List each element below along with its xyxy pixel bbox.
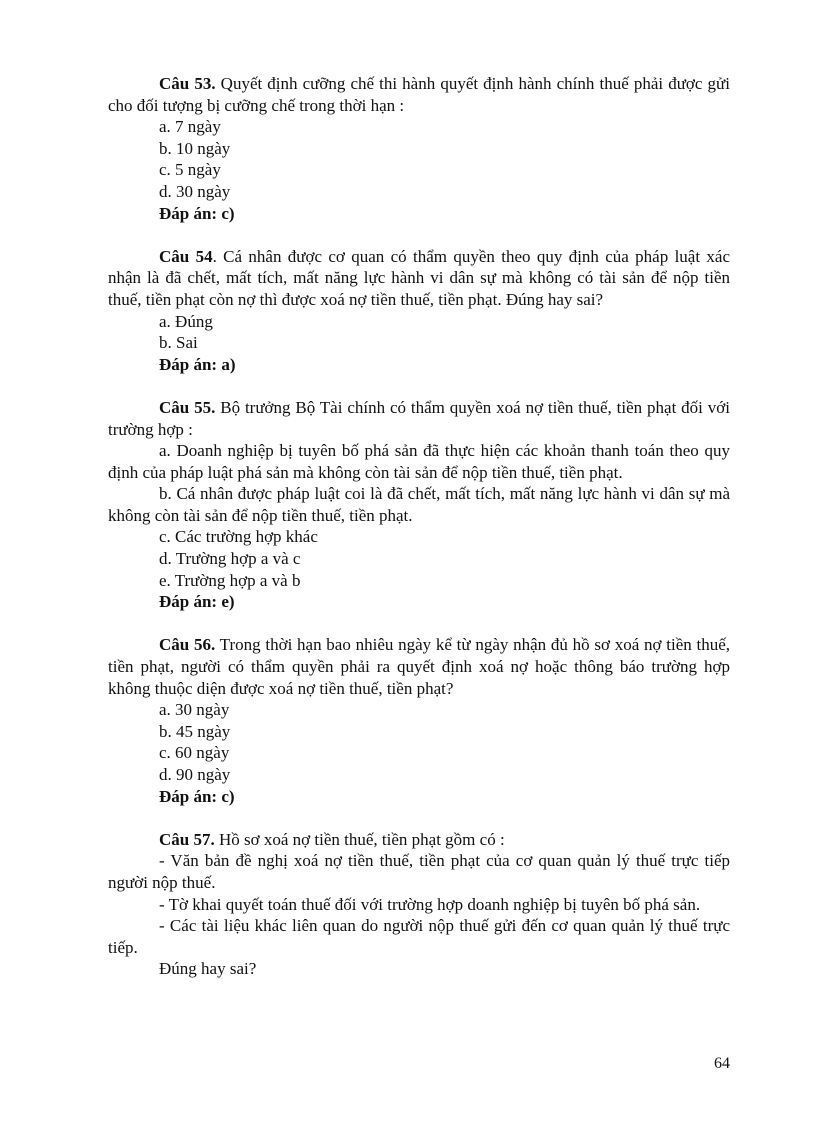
option: c. 5 ngày: [159, 160, 221, 180]
option: e. Trường hợp a và b: [159, 570, 301, 590]
question-56: [108, 634, 730, 807]
option: c. 60 ngày: [159, 743, 230, 763]
option: b. 10 ngày: [159, 138, 231, 158]
answer: Đáp án: a): [159, 354, 236, 374]
question-55: [108, 397, 730, 613]
option: d. Trường hợp a và c: [159, 549, 301, 569]
question-number: Câu 54: [159, 246, 213, 266]
option-paragraph: a. Doanh nghiệp bị tuyên bố phá sản đã thực hiện các khoản thanh toán theo quy định của pháp luật phá sản mà không còn tài sản để nộp tiền thuế, tiền phạt.: [108, 441, 730, 482]
option: c. Các trường hợp khác: [159, 527, 318, 547]
list-paragraph: - Các tài liệu khác liên quan do người nộp thuế gửi đến cơ quan quản lý thuế trực tiếp.: [108, 916, 730, 957]
option: d. 90 ngày: [159, 765, 231, 784]
document-page: [108, 73, 730, 1002]
question-text: [108, 634, 730, 699]
option: a. Đúng: [159, 311, 213, 331]
answer: Đáp án: c): [159, 786, 235, 806]
question-number: Câu 57.: [159, 829, 215, 849]
question-text: [108, 246, 730, 311]
question-number: Câu 55.: [159, 397, 216, 417]
option: b. 45 ngày: [159, 721, 231, 741]
option: a. 30 ngày: [159, 700, 230, 720]
question-text: [108, 73, 730, 116]
question-number: Câu 56.: [159, 635, 216, 655]
option: a. 7 ngày: [159, 117, 221, 137]
question-text: [108, 397, 730, 440]
option-paragraph: b. Cá nhân được pháp luật coi là đã chết, mất tích, mất năng lực hành vi dân sự mà không còn tài sản để nộp tiền thuế, tiền phạt.: [108, 484, 730, 525]
option: b. Sai: [159, 333, 198, 353]
answer: Đáp án: c): [159, 203, 235, 223]
question-body: Hồ sơ xoá nợ tiền thuế, tiền phạt gồm có :: [214, 829, 505, 849]
question-prompt: Đúng hay sai?: [159, 959, 257, 979]
option: d. 30 ngày: [159, 181, 231, 201]
question-54: [108, 246, 730, 376]
answer: Đáp án: e): [159, 592, 235, 612]
list-paragraph: - Văn bản đề nghị xoá nợ tiền thuế, tiền phạt của cơ quan quản lý thuế trực tiếp người nộp thuế.: [108, 851, 730, 892]
question-body: Trong thời hạn bao nhiêu ngày kể từ ngày nhận đủ hồ sơ xoá nợ tiền thuế, tiền phạt, người có thẩm quyền phải ra quyết định xoá nợ hoặc thông báo trường hợp không thuộc diện được xoá nợ tiền thuế, tiền phạt?: [108, 635, 730, 698]
question-text: [108, 829, 730, 851]
page-number: 64: [714, 1055, 730, 1072]
list-paragraph: - Tờ khai quyết toán thuế đối với trường hợp doanh nghiệp bị tuyên bố phá sản.: [159, 894, 701, 914]
question-53: [108, 73, 730, 224]
question-number: Câu 53.: [159, 74, 216, 93]
question-body: Bộ trưởng Bộ Tài chính có thẩm quyền xoá nợ tiền thuế, tiền phạt đối với trường hợp :: [108, 397, 730, 439]
question-body: . Cá nhân được cơ quan có thẩm quyền theo quy định của pháp luật xác nhận là đã chết, mất tích, mất năng lực hành vi dân sự mà không có tài sản để nộp tiền thuế, tiền phạt còn nợ thì được xoá nợ tiền thuế, tiền phạt. Đúng hay sai?: [108, 246, 730, 309]
question-body: Quyết định cưỡng chế thi hành quyết định hành chính thuế phải được gửi cho đối tượng bị cưỡng chế trong thời hạn :: [108, 74, 730, 115]
question-57: [108, 829, 730, 980]
